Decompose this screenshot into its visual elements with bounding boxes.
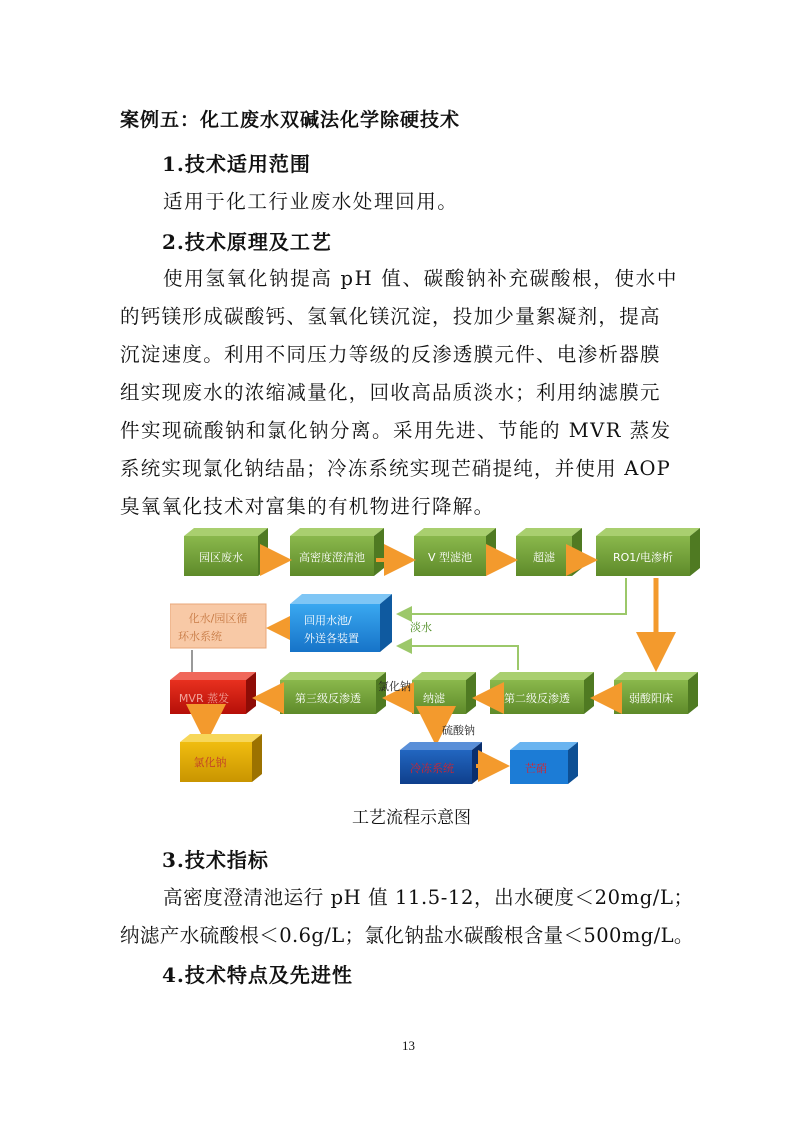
box-label: RO1/电渗析 [612,551,674,564]
paragraph-line: 件实现硫酸钠和氯化钠分离。采用先进、节能的 MVR 蒸发 [120,419,672,442]
paragraph-line: 纳滤产水硫酸根＜0.6g/L；氯化钠盐水碳酸根含量＜500mg/L。 [120,924,694,947]
section-3-heading: 3.技术指标 [162,848,269,872]
box-label: 氯化钠 [193,756,227,769]
section-2-heading: 2.技术原理及工艺 [162,230,332,254]
box-ro1-ed [596,528,700,576]
box-mvr [170,672,256,714]
fresh-water-label: 淡水 [410,621,432,634]
paragraph-line: 使用氢氧化钠提高 pH 值、碳酸钠补充碳酸根，使水中 [163,267,679,290]
paragraph-line: 系统实现氯化钠结晶；冷冻系统实现芒硝提纯，并使用 AOP [120,457,671,480]
paragraph-line: 臭氧氧化技术对富集的有机物进行降解。 [120,495,495,518]
box-label: 纳滤 [423,692,445,705]
box-nacl [180,734,262,782]
box-reuse-pool [290,594,392,652]
box-label: 第三级反渗透 [295,692,361,705]
box-label: 超滤 [533,551,555,564]
paragraph-line: 高密度澄清池运行 pH 值 11.5-12，出水硬度＜20mg/L； [163,886,694,909]
sodium-sulfate-label: 硫酸钠 [442,724,475,737]
box-ultrafiltration [516,528,582,576]
paragraph-line: 沉淀速度。利用不同压力等级的反渗透膜元件、电渗析器膜 [120,343,661,366]
box-label: 园区废水 [199,551,243,564]
box-stage2-ro [490,672,594,714]
box-stage3-ro [280,672,386,714]
fresh-water-line [400,578,626,614]
box-nanofiltration [412,672,476,714]
box-label: 高密度澄清池 [299,551,365,564]
box-weak-acid-bed [614,672,698,714]
box-label: 芒硝 [525,762,547,775]
section-1-text: 适用于化工行业废水处理回用。 [163,190,459,213]
box-park-wastewater [184,528,268,576]
recycle-line [400,646,518,670]
sodium-chloride-label: 氯化钠 [378,680,411,693]
section-1-heading: 1.技术适用范围 [162,152,311,176]
box-label: 外送各装置 [304,632,359,645]
box-label: 化水/园区循 [188,612,248,625]
box-mirabilite [510,742,578,784]
box-label: 回用水池/ [304,614,352,627]
case-title: 案例五：化工废水双碱法化学除硬技术 [120,109,461,131]
figure-caption: 工艺流程示意图 [352,808,471,828]
box-label: MVR 蒸发 [178,692,230,705]
box-chem-water [170,604,266,648]
section-4-heading: 4.技术特点及先进性 [162,963,353,987]
box-label: 冷冻系统 [410,762,454,775]
page-number: 13 [402,1038,415,1053]
box-freeze [400,742,482,784]
paragraph-line: 组实现废水的浓缩减量化，回收高品质淡水；利用纳滤膜元 [120,381,661,404]
paragraph-line: 的钙镁形成碳酸钙、氢氧化镁沉淀，投加少量絮凝剂，提高 [120,305,661,328]
box-label: 弱酸阳床 [629,692,673,705]
box-v-filter [414,528,496,576]
process-flow-diagram [170,528,710,790]
box-label: 环水系统 [178,630,222,643]
box-label: 第二级反渗透 [504,692,570,705]
box-hd-clarifier [290,528,384,576]
box-label: V 型滤池 [427,551,473,564]
